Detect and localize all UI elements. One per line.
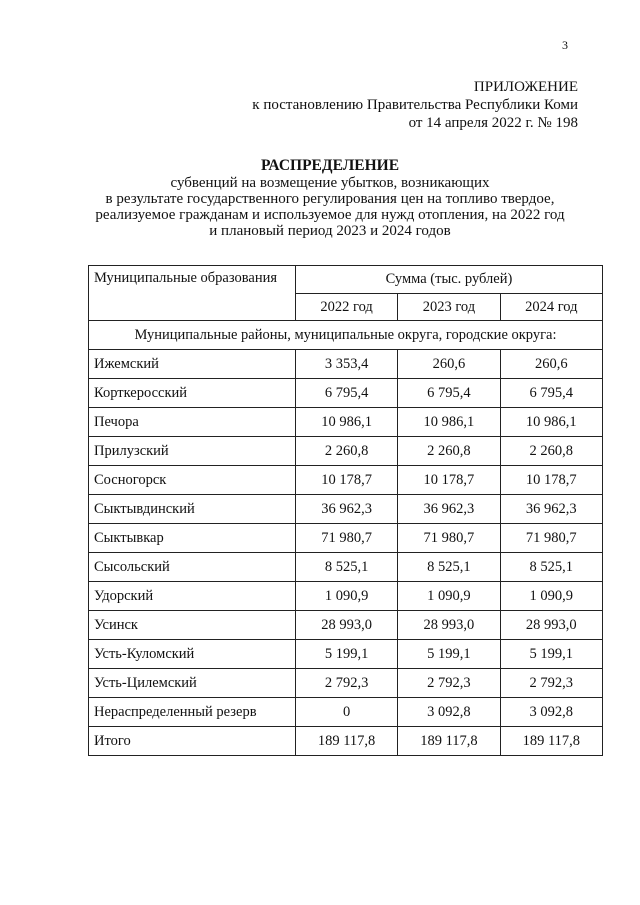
- appendix-header: [218, 78, 578, 132]
- amount-cell: 0: [295, 698, 397, 727]
- amount-cell: 36 962,3: [398, 495, 500, 524]
- amount-cell: 10 178,7: [500, 466, 602, 495]
- amount-cell: 1 090,9: [295, 582, 397, 611]
- amount-cell: 1 090,9: [398, 582, 500, 611]
- municipality-name: Усть-Куломский: [89, 640, 296, 669]
- amount-cell: 10 986,1: [398, 408, 500, 437]
- title-heading: РАСПРЕДЕЛЕНИЕ: [260, 157, 400, 174]
- document-title: [60, 158, 600, 239]
- municipality-name: Сыктывдинский: [89, 495, 296, 524]
- table-row: [89, 437, 603, 466]
- amount-cell: 2 260,8: [295, 437, 397, 466]
- amount-cell: 5 199,1: [500, 640, 602, 669]
- amount-cell: 2 792,3: [295, 669, 397, 698]
- resolution-date: от 14 апреля 2022 г. № 198: [408, 115, 578, 131]
- amount-cell: 260,6: [398, 350, 500, 379]
- amount-cell: 28 993,0: [500, 611, 602, 640]
- municipality-name: Нераспределенный резерв: [89, 698, 296, 727]
- table-row: [89, 611, 603, 640]
- amount-cell: 71 980,7: [398, 524, 500, 553]
- page-number: 3: [562, 38, 568, 52]
- amount-cell: 8 525,1: [398, 553, 500, 582]
- table-row: [89, 379, 603, 408]
- table-row: [89, 495, 603, 524]
- column-header-municipality: Муниципальные образования: [89, 266, 296, 321]
- municipality-name: Итого: [89, 727, 296, 756]
- table-row: [89, 553, 603, 582]
- amount-cell: 8 525,1: [295, 553, 397, 582]
- amount-cell: 189 117,8: [295, 727, 397, 756]
- amount-cell: 6 795,4: [398, 379, 500, 408]
- distribution-table: [88, 265, 603, 756]
- amount-cell: 71 980,7: [295, 524, 397, 553]
- table-row: [89, 350, 603, 379]
- amount-cell: 3 092,8: [398, 698, 500, 727]
- amount-cell: 3 092,8: [500, 698, 602, 727]
- municipality-name: Сыктывкар: [89, 524, 296, 553]
- amount-cell: 3 353,4: [295, 350, 397, 379]
- municipality-name: Сысольский: [89, 553, 296, 582]
- amount-cell: 189 117,8: [398, 727, 500, 756]
- amount-cell: 8 525,1: [500, 553, 602, 582]
- amount-cell: 6 795,4: [500, 379, 602, 408]
- table-row: [89, 524, 603, 553]
- amount-cell: 2 792,3: [500, 669, 602, 698]
- amount-cell: 28 993,0: [295, 611, 397, 640]
- amount-cell: 10 178,7: [398, 466, 500, 495]
- amount-cell: 10 986,1: [295, 408, 397, 437]
- table-row: [89, 408, 603, 437]
- section-header: Муниципальные районы, муниципальные округа, городские округа:: [89, 321, 603, 350]
- appendix-label: ПРИЛОЖЕНИЕ: [473, 79, 578, 95]
- title-line: и плановый период 2023 и 2024 годов: [209, 223, 451, 239]
- amount-cell: 36 962,3: [295, 495, 397, 524]
- municipality-name: Усть-Цилемский: [89, 669, 296, 698]
- amount-cell: 6 795,4: [295, 379, 397, 408]
- title-line: субвенций на возмещение убытков, возникающих: [170, 175, 490, 191]
- table-row: [89, 640, 603, 669]
- table-row: [89, 466, 603, 495]
- title-line: реализуемое гражданам и используемое для нужд отопления, на 2022 год: [95, 207, 565, 223]
- municipality-name: Сосногорск: [89, 466, 296, 495]
- municipality-name: Корткеросский: [89, 379, 296, 408]
- column-header-year: 2024 год: [500, 294, 602, 321]
- amount-cell: 2 260,8: [500, 437, 602, 466]
- municipality-name: Печора: [89, 408, 296, 437]
- column-header-sum: Сумма (тыс. рублей): [295, 266, 602, 294]
- municipality-name: Удорский: [89, 582, 296, 611]
- amount-cell: 10 986,1: [500, 408, 602, 437]
- column-header-year: 2023 год: [398, 294, 500, 321]
- amount-cell: 36 962,3: [500, 495, 602, 524]
- table-row: [89, 727, 603, 756]
- table-row: [89, 698, 603, 727]
- title-line: в результате государственного регулирования цен на топливо твердое,: [105, 191, 555, 207]
- amount-cell: 1 090,9: [500, 582, 602, 611]
- municipality-name: Усинск: [89, 611, 296, 640]
- table-row: [89, 669, 603, 698]
- resolution-reference: к постановлению Правительства Республики Коми: [252, 97, 578, 113]
- municipality-name: Прилузский: [89, 437, 296, 466]
- amount-cell: 189 117,8: [500, 727, 602, 756]
- table-row: [89, 582, 603, 611]
- amount-cell: 10 178,7: [295, 466, 397, 495]
- amount-cell: 5 199,1: [398, 640, 500, 669]
- amount-cell: 2 260,8: [398, 437, 500, 466]
- amount-cell: 28 993,0: [398, 611, 500, 640]
- column-header-year: 2022 год: [295, 294, 397, 321]
- amount-cell: 260,6: [500, 350, 602, 379]
- amount-cell: 71 980,7: [500, 524, 602, 553]
- amount-cell: 2 792,3: [398, 669, 500, 698]
- municipality-name: Ижемский: [89, 350, 296, 379]
- amount-cell: 5 199,1: [295, 640, 397, 669]
